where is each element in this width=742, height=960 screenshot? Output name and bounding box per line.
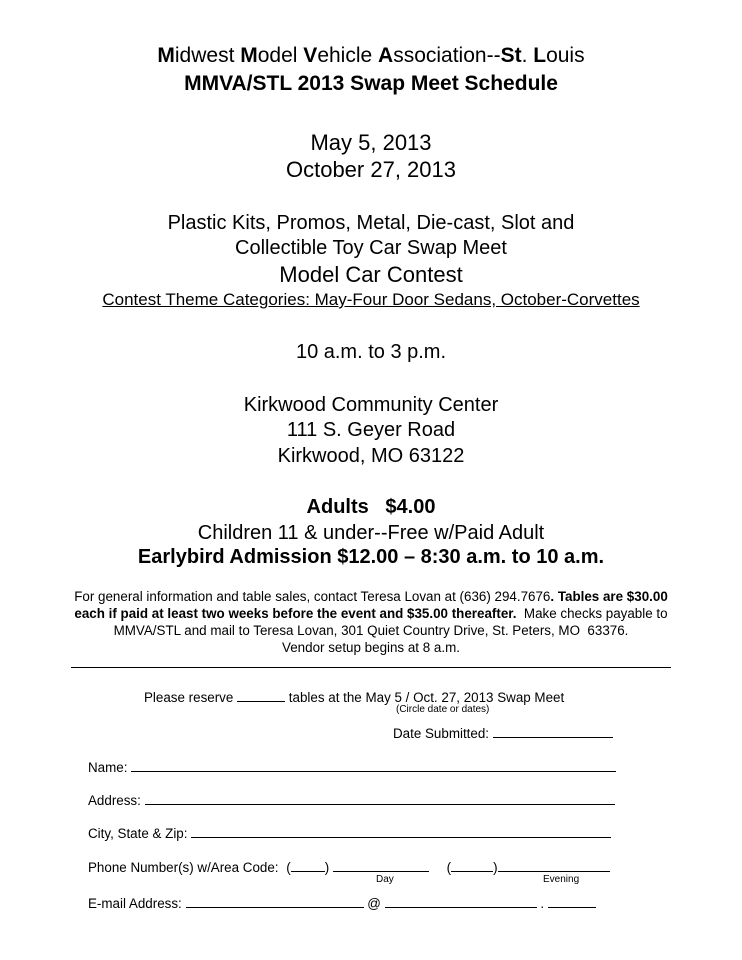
association-title: [0, 44, 742, 68]
email-tld-field[interactable]: [548, 894, 596, 908]
info-line-1-bold: . Tables are $30.00: [550, 589, 668, 604]
address-row: [88, 791, 615, 808]
title-fragment: L: [533, 44, 547, 67]
reserve-row: [144, 688, 564, 705]
name-row: [88, 758, 616, 775]
children-price: Children 11 & under--Free w/Paid Adult: [197, 522, 545, 544]
date-submitted-row: [393, 724, 613, 741]
description-line-1: Plastic Kits, Promos, Metal, Die-cast, Slot and: [167, 212, 575, 234]
earlybird-price: Earlybird Admission $12.00 – 8:30 a.m. to 10 a.m.: [137, 546, 605, 568]
venue-city: Kirkwood, MO 63122: [277, 445, 465, 467]
title-fragment: St: [500, 44, 522, 67]
day-area-code-field[interactable]: [291, 858, 325, 872]
title-fragment: A: [378, 44, 394, 67]
day-phone-field[interactable]: [333, 858, 429, 872]
description-line-2: Collectible Toy Car Swap Meet: [235, 237, 507, 259]
info-line-4: Vendor setup begins at 8 a.m.: [282, 640, 460, 655]
title-fragment: V: [303, 44, 318, 67]
info-line-1-normal: For general information and table sales, contact Teresa Lovan at (636) 294.7676: [74, 589, 551, 604]
address-label: Address:: [88, 793, 141, 808]
email-label: E-mail Address:: [88, 896, 182, 911]
email-at-sign: @: [367, 896, 381, 911]
adults-price: Adults $4.00: [306, 496, 436, 518]
city-state-zip-field[interactable]: [191, 824, 611, 838]
evening-paren-close: ): [493, 860, 498, 875]
info-paragraph: [0, 588, 742, 656]
hours: 10 a.m. to 3 p.m.: [295, 341, 447, 363]
evening-label: Evening: [543, 874, 580, 885]
schedule-title: MMVA/STL 2013 Swap Meet Schedule: [184, 72, 558, 95]
city-row: [88, 824, 611, 841]
title-fragment: M: [157, 44, 175, 67]
evening-area-code-field[interactable]: [451, 858, 493, 872]
name-label: Name:: [88, 760, 128, 775]
email-domain-field[interactable]: [385, 894, 537, 908]
evening-paren-open: (: [446, 860, 452, 875]
date-submitted-label: Date Submitted:: [393, 726, 490, 741]
title-fragment: odel: [257, 44, 304, 67]
venue-street: 111 S. Geyer Road: [286, 419, 456, 441]
title-fragment: idwest: [174, 44, 241, 67]
city-label: City, State & Zip:: [88, 826, 188, 841]
divider: [71, 667, 671, 668]
phone-row: [88, 858, 610, 875]
reserve-suffix: tables at the May 5 / Oct. 27, 2013 Swap Meet: [288, 690, 565, 705]
email-row: [88, 894, 596, 911]
date-may: May 5, 2013: [310, 130, 432, 155]
title-fragment: ssociation--: [393, 44, 501, 67]
day-paren-open: (: [286, 860, 291, 875]
reserve-prefix: Please reserve: [144, 690, 234, 705]
title-fragment: ehicle: [317, 44, 379, 67]
date-submitted-field[interactable]: [493, 724, 613, 738]
contest-theme: Contest Theme Categories: May-Four Door Sedans, October-Corvettes: [102, 290, 640, 309]
table-count-field[interactable]: [237, 688, 285, 702]
email-user-field[interactable]: [186, 894, 364, 908]
info-line-3: MMVA/STL and mail to Teresa Lovan, 301 Quiet Country Drive, St. Peters, MO 63376.: [113, 623, 629, 638]
contest-heading: Model Car Contest: [279, 262, 463, 287]
date-october: October 27, 2013: [285, 157, 456, 182]
info-line-2-normal: Make checks payable to: [516, 606, 668, 621]
phone-label: Phone Number(s) w/Area Code:: [88, 860, 279, 875]
venue-name: Kirkwood Community Center: [243, 394, 499, 416]
name-field[interactable]: [131, 758, 616, 772]
circle-note: (Circle date or dates): [396, 704, 490, 715]
info-line-2: [0, 605, 742, 622]
title-fragment: .: [521, 44, 534, 67]
title-fragment: M: [240, 44, 258, 67]
email-dot: .: [540, 896, 545, 911]
info-line-1: [0, 588, 742, 605]
address-field[interactable]: [145, 791, 615, 805]
title-fragment: ouis: [546, 44, 585, 67]
evening-phone-field[interactable]: [498, 858, 610, 872]
info-line-2-bold: each if paid at least two weeks before the event and $35.00 thereafter.: [74, 606, 517, 621]
day-paren-close: ): [324, 860, 330, 875]
day-label: Day: [376, 874, 394, 885]
